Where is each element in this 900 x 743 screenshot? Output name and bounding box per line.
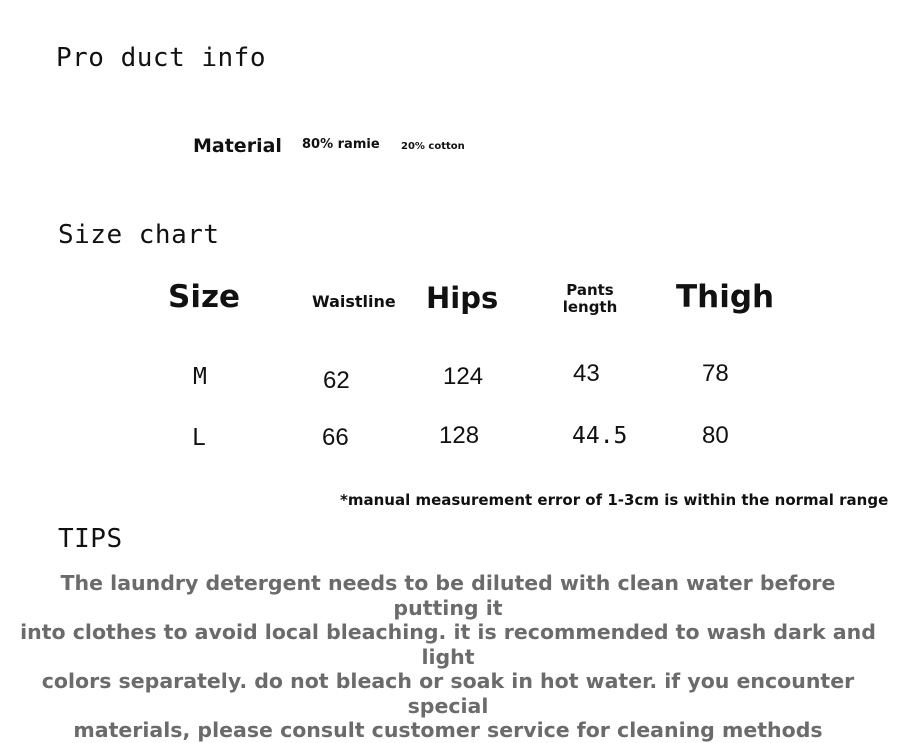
header-pants-length-line2: length — [562, 298, 618, 316]
cell-thigh: 78 — [702, 360, 729, 387]
cell-waistline: 66 — [322, 424, 349, 451]
header-thigh: Thigh — [676, 279, 775, 315]
material-value-cotton: 20% cotton — [401, 141, 465, 152]
measurement-note: *manual measurement error of 1-3cm is within the normal range — [340, 491, 889, 509]
tips-line: The laundry detergent needs to be diluted with clean water before putting it — [60, 571, 836, 620]
tips-paragraph — [18, 571, 878, 743]
cell-waistline: 62 — [323, 367, 350, 394]
size-chart-title: Size chart — [58, 220, 220, 250]
product-info-title: Pro duct info — [56, 43, 266, 73]
tips-title: TIPS — [58, 524, 123, 554]
tips-line: colors separately. do not bleach or soak in hot water. if you encounter special — [41, 669, 855, 718]
material-value-ramie: 80% ramie — [302, 137, 380, 152]
header-waistline: Waistline — [312, 292, 396, 311]
cell-pants-length: 43 — [573, 360, 600, 387]
tips-line: into clothes to avoid local bleaching. it is recommended to wash dark and light — [20, 620, 876, 669]
cell-hips: 124 — [443, 363, 484, 390]
header-hips: Hips — [426, 281, 499, 315]
material-label: Material — [193, 135, 282, 157]
cell-hips: 128 — [439, 422, 480, 449]
cell-size: M — [193, 364, 207, 390]
header-pants-length-line1: Pants — [566, 281, 614, 299]
header-pants-length — [560, 282, 620, 316]
cell-size: L — [192, 425, 206, 451]
tips-line: materials, please consult customer service for cleaning methods — [73, 718, 823, 742]
cell-thigh: 80 — [702, 422, 729, 449]
cell-pants-length: 44.5 — [572, 423, 628, 449]
header-size: Size — [168, 279, 241, 315]
